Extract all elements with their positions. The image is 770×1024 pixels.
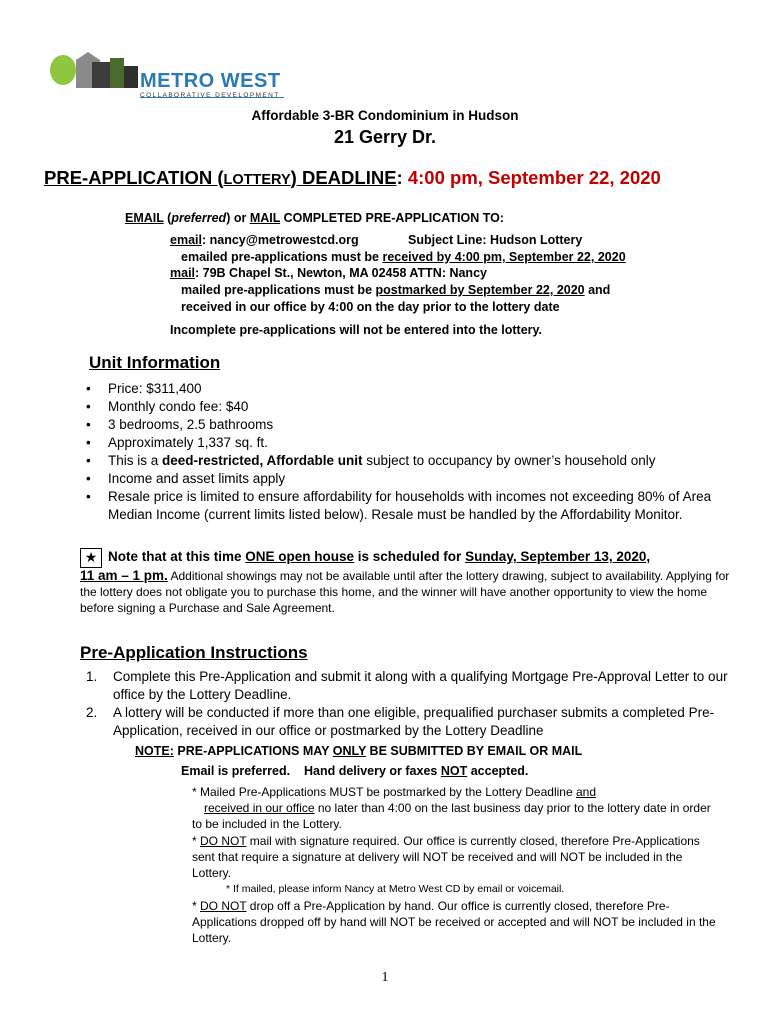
note2-post: accepted. [467,764,529,778]
deed-post: subject to occupancy by owner’s household only [362,453,656,468]
open-house-time: 11 am – 1 pm. [80,568,168,583]
incomplete-warning: Incomplete pre-applications will not be entered into the lottery. [170,323,543,337]
mailed-pre: * Mailed Pre-Applications MUST be postmarked by the Lottery Deadline [192,785,576,799]
deadline-label-pre: PRE-APPLICATION ( [44,167,224,188]
list-item [86,668,736,704]
heading-open: ( [163,211,172,225]
sig-star: * [192,834,201,848]
mailed-post: no later than 4:00 on the last business day prior to the lottery date in order to be included in the Lottery. [192,801,711,831]
deed-restricted: deed-restricted, Affordable unit [162,453,363,468]
email-preferred-note [181,764,528,778]
open-house-details: Additional showings may not be available until after the lottery drawing, subject to availability. Applying for the lottery does not obligate you to purchase this home, and the winner will have another opportunity to view the home before signing a Purchase and Sale Agreement. [80,569,730,615]
mail-note-deadline: postmarked by September 22, 2020 [375,283,585,297]
unit-info-list [86,380,736,524]
logo-tagline: COLLABORATIVE DEVELOPMENT [140,92,280,99]
logo-dark-block [92,62,110,88]
note-only: ONLY [332,744,367,758]
page-number: 1 [381,970,389,985]
email-note-pre: emailed pre-applications must be [181,250,383,264]
bullet: • [86,489,91,504]
note2-pre: Email is preferred. Hand delivery or faxes [181,764,441,778]
deadline-label [44,167,397,188]
list-item [86,380,736,398]
deadline-heading [44,167,661,189]
logo-darkgreen-block [110,58,124,88]
signature-rule [192,833,722,881]
list-item [86,434,736,452]
heading-preferred: preferred [171,211,227,225]
resale-limits: Resale price is limited to ensure affordability for households with incomes not exceeding 80% of Area Median Income (current limits listed below). Resale must be handled by the Affordability Monitor. [108,489,712,522]
list-item [86,470,736,488]
instructions-list [86,668,736,740]
drop-post: drop off a Pre-Application by hand. Our office is currently closed, therefore Pre-Applications dropped off by hand will NOT be received or accepted and will NOT be included in the Lottery. [192,899,716,945]
mail-note-line2: received in our office by 4:00 on the day prior to the lottery date [181,300,560,314]
note-label: NOTE: [135,744,174,758]
mailed-rule [192,784,722,832]
deadline-colon: : [396,167,403,188]
logo-green-circle [50,55,76,85]
item-number: 1. [86,669,98,684]
inform-note: * If mailed, please inform Nancy at Metro West CD by email or voicemail. [226,883,565,895]
instructions-heading: Pre-Application Instructions [80,643,308,662]
open-house-date: Sunday, September 13, 2020, [465,549,651,565]
mail-note-pre: mailed pre-applications must be [181,283,376,297]
page-subtitle: Affordable 3-BR Condominium in Hudson [251,108,519,123]
bullet: • [86,381,91,396]
deed-pre: This is a [108,453,163,468]
mailed-received: received in our office [204,801,315,815]
bullet: • [86,435,91,450]
unit-info-heading: Unit Information [89,353,221,372]
note-pre: PRE-APPLICATIONS MAY [173,744,333,758]
bed-bath: 3 bedrooms, 2.5 bathrooms [108,417,274,432]
drop-do-not: DO NOT [200,899,247,913]
list-item [86,488,736,524]
email-address[interactable]: : nancy@metrowestcd.org [201,233,359,247]
submission-heading [125,211,504,225]
bullet: • [86,399,91,414]
bullet: • [86,471,91,486]
mailed-and: and [575,785,596,799]
mail-note-post: and [584,283,611,297]
income-limits: Income and asset limits apply [108,471,286,486]
heading-mail: MAIL [249,211,281,225]
email-label: email [170,233,202,247]
email-line [170,233,359,247]
list-item [86,416,736,434]
note2-not: NOT [440,764,468,778]
email-note-deadline: received by 4:00 pm, September 22, 2020 [382,250,626,264]
open-house-t3: is scheduled for [354,549,466,565]
list-item [86,452,736,470]
deadline-label-post: ) DEADLINE [290,167,397,188]
heading-end: COMPLETED PRE-APPLICATION TO: [280,211,504,225]
bullet: • [86,453,91,468]
drop-star: * [192,899,201,913]
note-post: BE SUBMITTED BY EMAIL OR MAIL [366,744,583,758]
open-house-t1: Note that at this time [108,549,246,565]
open-house-count: ONE open house [245,549,355,565]
email-note [181,250,626,264]
list-item [86,398,736,416]
heading-mid: ) or [226,211,250,225]
open-house-note [80,548,730,616]
drop-off-rule [192,898,722,946]
sig-post: mail with signature required. Our office is currently closed, therefore Pre-Applications sent that require a signature at delivery will NOT be received and will NOT be included in the Lottery. [192,834,700,880]
list-item [86,704,736,740]
bullet: • [86,417,91,432]
mail-address: : 79B Chapel St., Newton, MA 02458 ATTN: Nancy [195,266,487,280]
deadline-value: 4:00 pm, September 22, 2020 [402,167,661,188]
mail-label: mail [170,266,196,280]
submission-note [135,744,582,758]
subject-line: Subject Line: Hudson Lottery [408,233,583,247]
deadline-label-lottery: LOTTERY [223,172,291,188]
sig-do-not: DO NOT [200,834,247,848]
logo-black-block [124,66,138,88]
square-feet: Approximately 1,337 sq. ft. [108,435,268,450]
instruction-text: Complete this Pre-Application and submit it along with a qualifying Mortgage Pre-Approval Letter to our office by the Lottery Deadline. [113,669,728,702]
instruction-text: A lottery will be conducted if more than one eligible, prequalified purchaser submits a completed Pre-Application, received in our office or postmarked by the Lottery Deadline [113,705,715,738]
unit-price: Price: $311,400 [108,381,202,396]
star-icon: ★ [80,548,102,568]
mail-line [170,266,487,280]
property-address: 21 Gerry Dr. [333,127,437,147]
heading-email: EMAIL [125,211,164,225]
mail-note [181,283,610,297]
logo-name: METRO WEST [140,70,281,92]
item-number: 2. [86,705,98,720]
condo-fee: Monthly condo fee: $40 [108,399,249,414]
